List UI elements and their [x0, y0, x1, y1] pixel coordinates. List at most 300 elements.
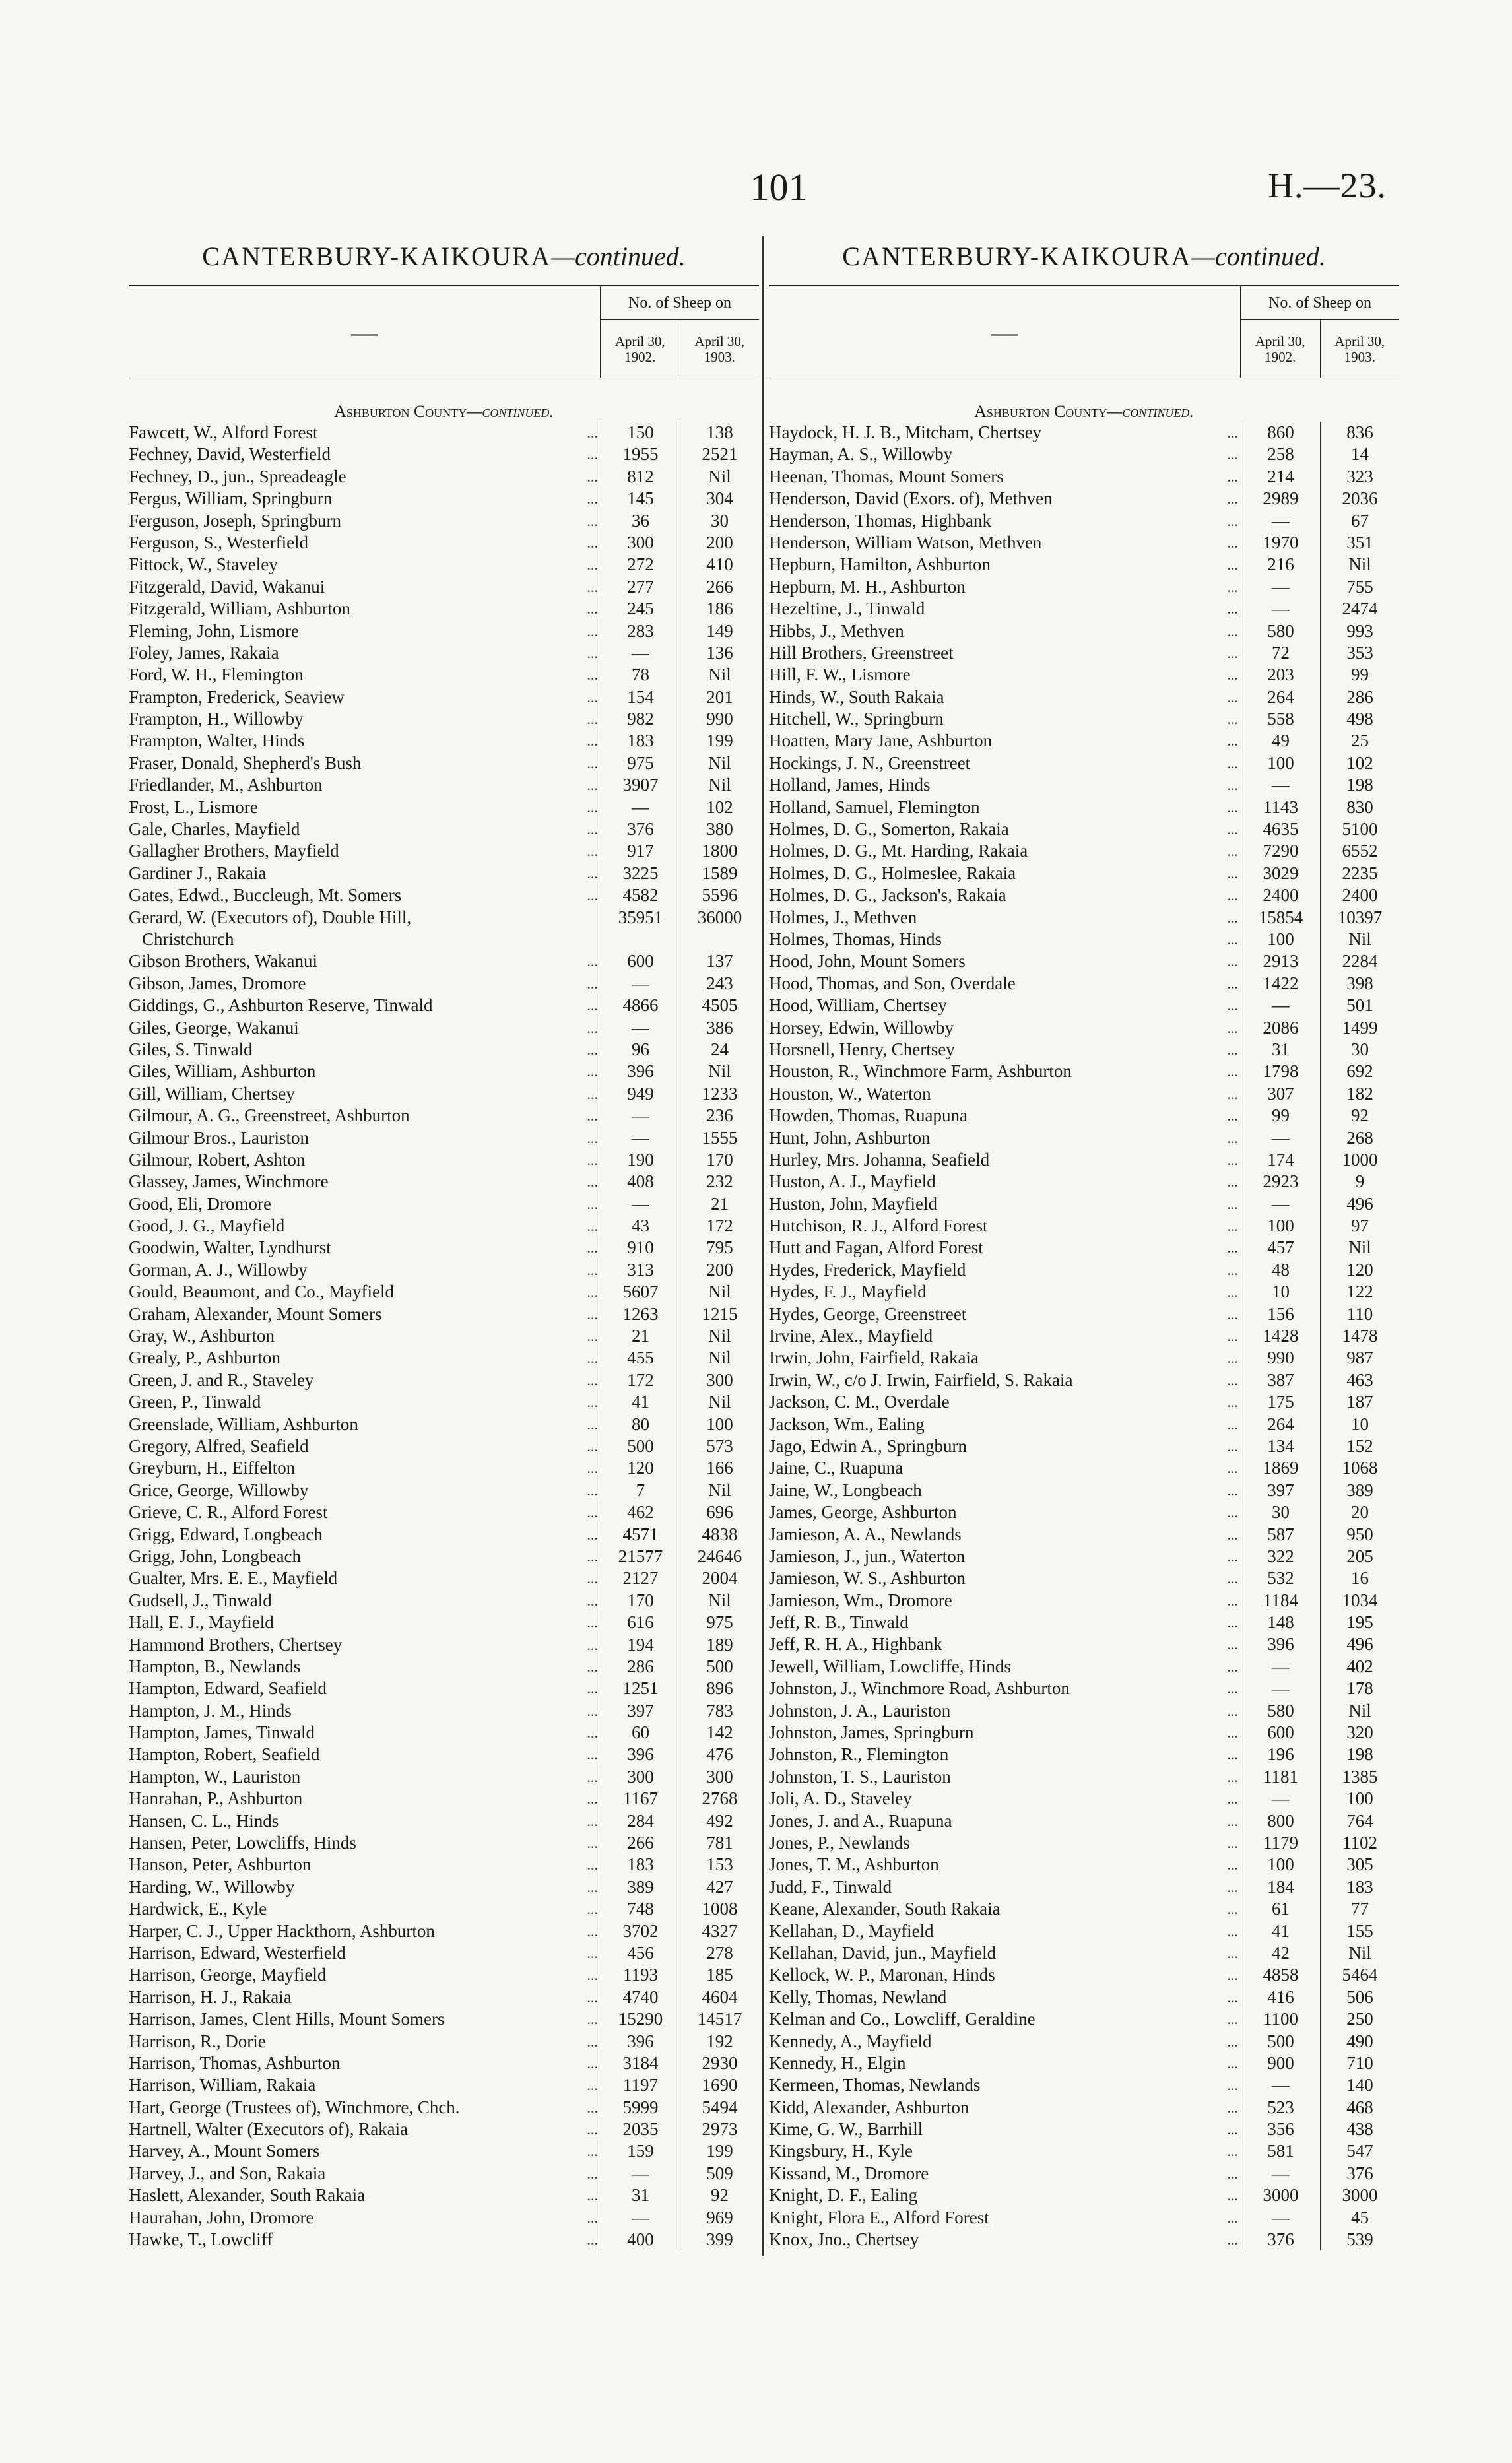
table-row — [129, 1987, 759, 2008]
owner-name — [769, 1237, 1241, 1259]
table-row — [769, 1215, 1399, 1237]
owner-name-text: Kermeen, Thomas, Newlands — [769, 2075, 981, 2095]
sheep-1903-value: 5494 — [680, 2097, 759, 2118]
sheep-1902-value: 1422 — [1241, 973, 1320, 995]
sheep-count-group-label: No. of Sheep on — [601, 286, 759, 320]
sheep-1902-value: 2086 — [1241, 1017, 1320, 1039]
leader-dots: ... — [1227, 1592, 1238, 1609]
owner-name-text: Hansen, Peter, Lowcliffs, Hinds — [129, 1833, 356, 1853]
table-row — [769, 1127, 1399, 1149]
owner-name — [769, 2207, 1241, 2229]
leader-dots: ... — [1227, 1702, 1238, 1719]
table-row — [769, 1325, 1399, 1347]
table-row — [769, 1854, 1399, 1876]
table-row — [129, 797, 759, 818]
owner-name-text: Kingsbury, H., Kyle — [769, 2141, 913, 2161]
leader-dots: ... — [1227, 1746, 1238, 1763]
owner-name-text: Johnston, J., Winchmore Road, Ashburton — [769, 1678, 1070, 1699]
table-row — [129, 1303, 759, 1325]
owner-name-text: Harrison, James, Clent Hills, Mount Somers — [129, 2009, 445, 2029]
sheep-1903-value: 102 — [680, 797, 759, 818]
sheep-1902-value: 389 — [601, 1876, 680, 1898]
owner-name — [129, 1987, 601, 2008]
leader-dots: ... — [1227, 2231, 1238, 2249]
sheep-1902-value: 1143 — [1241, 797, 1320, 818]
owner-name-text: Fergus, William, Springburn — [129, 488, 333, 509]
column-title — [129, 236, 759, 277]
sheep-1902-value: — — [601, 1127, 680, 1149]
owner-name-text: Henderson, William Watson, Methven — [769, 532, 1042, 552]
leader-dots: ... — [1227, 711, 1238, 728]
owner-name — [769, 1281, 1241, 1303]
owner-name — [769, 1921, 1241, 1942]
sheep-1903-value: 200 — [680, 532, 759, 554]
sheep-1902-value: — — [1241, 598, 1320, 620]
owner-name — [129, 2097, 601, 2118]
leader-dots: ... — [1227, 688, 1238, 706]
leader-dots: ... — [587, 1239, 598, 1257]
table-row — [769, 884, 1399, 906]
owner-name-text: Gray, W., Ashburton — [129, 1326, 275, 1346]
leader-dots: ... — [587, 865, 598, 882]
owner-name — [769, 1457, 1241, 1479]
year-1902-header: April 30, 1902. — [614, 333, 665, 365]
owner-name — [129, 884, 601, 906]
sheep-1903-value: 323 — [1320, 466, 1399, 488]
leader-dots: ... — [587, 667, 598, 684]
sheep-1902-value: — — [1241, 1127, 1320, 1149]
leader-dots: ... — [587, 953, 598, 970]
owner-name-text: Giles, S. Tinwald — [129, 1039, 253, 1059]
sheep-1903-value: 1690 — [680, 2074, 759, 2096]
leader-dots: ... — [587, 733, 598, 750]
owner-name — [769, 752, 1241, 774]
sheep-1903-value: 402 — [1320, 1656, 1399, 1678]
owner-name-text: Kime, G. W., Barrhill — [769, 2119, 923, 2140]
sheep-1903-value: 92 — [680, 2184, 759, 2206]
table-row — [129, 1414, 759, 1435]
leader-dots: ... — [587, 1724, 598, 1742]
table-row — [769, 1149, 1399, 1171]
owner-name — [129, 1612, 601, 1633]
leader-dots: ... — [1227, 490, 1238, 508]
sheep-1903-value: Nil — [1320, 929, 1399, 950]
table-row — [129, 443, 759, 465]
owner-name-text: Hockings, J. N., Greenstreet — [769, 752, 971, 773]
sheep-1902-value: — — [1241, 1678, 1320, 1699]
leader-dots: ... — [587, 754, 598, 772]
table-row — [769, 2074, 1399, 2096]
sheep-1902-value: 397 — [1241, 1480, 1320, 1501]
page-number: 101 — [750, 166, 808, 209]
owner-name-text: Gould, Beaumont, and Co., Mayfield — [129, 1282, 394, 1302]
owner-name — [769, 2163, 1241, 2184]
sheep-1903-value: 67 — [1320, 510, 1399, 532]
sheep-1902-value: 7290 — [1241, 840, 1320, 862]
sheep-1902-value: 1193 — [601, 1964, 680, 1986]
owner-name-text: Green, P., Tinwald — [129, 1392, 261, 1412]
leader-dots: ... — [587, 622, 598, 640]
leader-dots: ... — [1227, 843, 1238, 860]
owner-name-text: Hurley, Mrs. Johanna, Seafield — [769, 1149, 990, 1169]
leader-dots: ... — [1227, 1768, 1238, 1785]
owner-name-text: Huston, A. J., Mayfield — [769, 1171, 936, 1192]
leader-dots: ... — [587, 1856, 598, 1874]
owner-name-text: Graham, Alexander, Mount Somers — [129, 1303, 382, 1324]
sheep-1903-value: 300 — [680, 1369, 759, 1391]
sheep-1903-value: 170 — [680, 1149, 759, 1171]
sheep-1902-value: 43 — [601, 1215, 680, 1237]
table-row — [769, 863, 1399, 884]
owner-name-text: Frampton, Frederick, Seaview — [129, 686, 345, 707]
sheep-1903-value: Nil — [680, 466, 759, 488]
page-code: H.—23. — [1268, 166, 1387, 205]
section-heading — [129, 393, 759, 422]
table-row — [129, 1567, 759, 1589]
leader-dots: ... — [1227, 1944, 1238, 1961]
sheep-1902-value: 100 — [1241, 752, 1320, 774]
owner-name — [129, 1744, 601, 1765]
table-row — [129, 466, 759, 488]
sheep-1903-value: 410 — [680, 554, 759, 575]
leader-dots: ... — [587, 512, 598, 529]
sheep-1902-value: 1869 — [1241, 1457, 1320, 1479]
sheep-1903-value: 110 — [1320, 1303, 1399, 1325]
owner-name-text: Kellahan, D., Mayfield — [769, 1921, 934, 1941]
owner-name — [129, 1634, 601, 1656]
sheep-1903-value: 149 — [680, 620, 759, 642]
sheep-1903-value: Nil — [680, 774, 759, 796]
sheep-1902-value: 1167 — [601, 1788, 680, 1810]
leader-dots: ... — [587, 1151, 598, 1168]
sheep-1902-value: — — [601, 797, 680, 818]
sheep-1903-value: 122 — [1320, 1281, 1399, 1303]
sheep-1903-value: 4838 — [680, 1524, 759, 1546]
owner-name — [129, 1964, 601, 1986]
table-row — [769, 1876, 1399, 1898]
sheep-1902-value: 982 — [601, 708, 680, 730]
year-1903-header: April 30, 1903. — [680, 320, 760, 378]
owner-name — [129, 1435, 601, 1457]
table-row — [129, 1810, 759, 1832]
owner-name — [769, 1083, 1241, 1105]
column-divider — [762, 236, 764, 2256]
table-row — [129, 730, 759, 752]
sheep-1902-value: 154 — [601, 686, 680, 708]
owner-name — [769, 907, 1241, 929]
sheep-count-header — [1240, 286, 1399, 378]
leader-dots: ... — [1227, 887, 1238, 904]
leader-dots: ... — [587, 1261, 598, 1278]
owner-name-text: Gilmour, Robert, Ashton — [129, 1149, 306, 1169]
owner-name-text: Houston, W., Waterton — [769, 1083, 931, 1103]
leader-dots: ... — [587, 1085, 598, 1102]
table-row — [769, 598, 1399, 620]
sheep-1903-value: Nil — [1320, 1237, 1399, 1259]
table-row — [769, 774, 1399, 796]
sheep-1903-value: 506 — [1320, 1987, 1399, 2008]
owner-name — [129, 1810, 601, 1832]
owner-name-text: Hoatten, Mary Jane, Ashburton — [769, 731, 993, 751]
leader-dots: ... — [587, 601, 598, 618]
sheep-count-header — [600, 286, 759, 378]
owner-name-text: Irwin, John, Fairfield, Rakaia — [769, 1348, 979, 1368]
owner-name-text: Jeff, R. H. A., Highbank — [769, 1634, 942, 1655]
table-row — [769, 620, 1399, 642]
sheep-1902-value: 277 — [601, 576, 680, 598]
sheep-1903-value: Nil — [1320, 1942, 1399, 1964]
sheep-1902-value: 800 — [1241, 1810, 1320, 1832]
sheep-1903-value: 755 — [1320, 576, 1399, 598]
owner-name — [769, 1546, 1241, 1567]
owner-name — [129, 2031, 601, 2052]
table-row — [769, 1898, 1399, 1920]
table-row — [129, 2140, 759, 2162]
leader-dots: ... — [1227, 953, 1238, 970]
leader-dots: ... — [587, 1878, 598, 1895]
sheep-1902-value: 532 — [1241, 1567, 1320, 1589]
leader-dots: ... — [587, 2099, 598, 2116]
sheep-1902-value: 21 — [601, 1325, 680, 1347]
sheep-1902-value: 387 — [1241, 1369, 1320, 1391]
owner-name-text: Houston, R., Winchmore Farm, Ashburton — [769, 1061, 1072, 1082]
owner-name-text: Jamieson, J., jun., Waterton — [769, 1546, 966, 1566]
leader-dots: ... — [587, 1944, 598, 1961]
leader-dots: ... — [1227, 601, 1238, 618]
leader-dots: ... — [587, 1284, 598, 1301]
table-row — [129, 1744, 759, 1765]
leader-dots: ... — [1227, 1724, 1238, 1742]
owner-name-text: James, George, Ashburton — [769, 1502, 957, 1523]
owner-name — [129, 1678, 601, 1699]
sheep-1903-value: 696 — [680, 1501, 759, 1523]
sheep-1902-value: 1100 — [1241, 2008, 1320, 2030]
sheep-1902-value: 1179 — [1241, 1832, 1320, 1854]
leader-dots: ... — [587, 1460, 598, 1477]
owner-name-text: Holmes, Thomas, Hinds — [769, 929, 942, 949]
sheep-1903-value: 1478 — [1320, 1325, 1399, 1347]
owner-name-text: Harrison, H. J., Rakaia — [129, 1987, 292, 2007]
sheep-1902-value: 457 — [1241, 1237, 1320, 1259]
sheep-1903-value: 896 — [680, 1678, 759, 1699]
owner-name-text: Fitzgerald, David, Wakanui — [129, 576, 325, 597]
table-row — [129, 1457, 759, 1479]
owner-name-text: Hampton, B., Newlands — [129, 1656, 301, 1676]
leader-dots: ... — [587, 2165, 598, 2182]
sheep-1903-value: 5596 — [680, 884, 759, 906]
table-row — [769, 1964, 1399, 1986]
sheep-1903-value: 140 — [1320, 2074, 1399, 2096]
owner-name — [129, 1105, 601, 1127]
table-row — [129, 1854, 759, 1876]
table-row — [129, 1898, 759, 1920]
sheep-1903-value: 155 — [1320, 1921, 1399, 1942]
owner-name-text: Kellock, W. P., Maronan, Hinds — [769, 1965, 995, 1985]
table-row — [129, 884, 759, 906]
sheep-1903-value: 14 — [1320, 443, 1399, 465]
table-row — [769, 1237, 1399, 1259]
sheep-1902-value: 264 — [1241, 686, 1320, 708]
sheep-1903-value: 189 — [680, 1634, 759, 1656]
owner-name — [129, 1942, 601, 1964]
owner-name-text: Huston, John, Mayfield — [769, 1193, 937, 1214]
owner-name — [129, 554, 601, 575]
owner-name-text: Harrison, Edward, Westerfield — [129, 1942, 346, 1963]
table-row — [129, 1039, 759, 1061]
owner-name-text: Hepburn, Hamilton, Ashburton — [769, 554, 991, 575]
owner-name — [129, 1391, 601, 1413]
sheep-1902-value: 1428 — [1241, 1325, 1320, 1347]
sheep-1902-value: 10 — [1241, 1281, 1320, 1303]
sheep-count-group-label: No. of Sheep on — [1241, 286, 1399, 320]
sheep-1902-value: 376 — [601, 818, 680, 840]
leader-dots: ... — [587, 1548, 598, 1565]
owner-name-text: Gudsell, J., Tinwald — [129, 1590, 272, 1610]
owner-name — [769, 1480, 1241, 1501]
leader-dots: ... — [1227, 1460, 1238, 1477]
sheep-1902-value: 80 — [601, 1414, 680, 1435]
sheep-1902-value: 3225 — [601, 863, 680, 884]
sheep-1902-value: 523 — [1241, 2097, 1320, 2118]
sheep-1903-value: 427 — [680, 1876, 759, 1898]
table-row — [129, 1237, 759, 1259]
table-row — [769, 1590, 1399, 1612]
owner-name — [129, 995, 601, 1016]
leader-dots: ... — [587, 1394, 598, 1411]
table-row — [129, 2207, 759, 2229]
sheep-1902-value: 48 — [1241, 1259, 1320, 1281]
sheep-1902-value: 100 — [1241, 929, 1320, 950]
leader-dots: ... — [1227, 1239, 1238, 1257]
owner-name-text: Kelman and Co., Lowcliff, Geraldine — [769, 2009, 1035, 2029]
owner-name-text: Hood, Thomas, and Son, Overdale — [769, 973, 1016, 993]
sheep-1903-value: 399 — [680, 2229, 759, 2250]
table-row — [129, 1061, 759, 1082]
owner-name — [129, 1215, 601, 1237]
sheep-1903-value: 4604 — [680, 1987, 759, 2008]
owner-name-text: Ferguson, S., Westerfield — [129, 532, 309, 552]
sheep-1902-value: 264 — [1241, 1414, 1320, 1435]
leader-dots: ... — [1227, 1658, 1238, 1675]
leader-dots: ... — [587, 1305, 598, 1323]
owner-name-text: Fawcett, W., Alford Forest — [129, 422, 318, 442]
owner-name-text: Hardwick, E., Kyle — [129, 1899, 267, 1919]
owner-name — [769, 1193, 1241, 1215]
table-row — [769, 1810, 1399, 1832]
sheep-1902-value: 41 — [601, 1391, 680, 1413]
owner-name-text: Hampton, W., Lauriston — [129, 1766, 301, 1787]
owner-name-text: Hanson, Peter, Ashburton — [129, 1855, 312, 1875]
table-row — [769, 1744, 1399, 1765]
owner-name — [129, 1546, 601, 1567]
owner-name-text: Harrison, Thomas, Ashburton — [129, 2052, 341, 2073]
leader-dots: ... — [1227, 1085, 1238, 1102]
owner-name — [769, 774, 1241, 796]
sheep-1902-value: 174 — [1241, 1149, 1320, 1171]
owner-name — [769, 488, 1241, 509]
sheep-1902-value: 42 — [1241, 1942, 1320, 1964]
owner-name — [769, 443, 1241, 465]
sheep-1902-value: 3184 — [601, 2052, 680, 2074]
owner-name — [769, 422, 1241, 443]
sheep-1902-value: 356 — [1241, 2118, 1320, 2140]
owner-name-text: Harding, W., Willowby — [129, 1876, 295, 1897]
leader-dots: ... — [1227, 1812, 1238, 1829]
sheep-1903-value: 1102 — [1320, 1832, 1399, 1854]
table-row — [769, 708, 1399, 730]
sheep-1903-value: 492 — [680, 1810, 759, 1832]
sheep-1902-value: 462 — [601, 1501, 680, 1523]
leader-dots: ... — [1227, 1305, 1238, 1323]
sheep-1903-value: 710 — [1320, 2052, 1399, 2074]
sheep-1903-value: 45 — [1320, 2207, 1399, 2229]
sheep-owner-list — [129, 422, 759, 2250]
sheep-1903-value: 1215 — [680, 1303, 759, 1325]
table-row — [129, 907, 759, 951]
sheep-1902-value: 408 — [601, 1171, 680, 1193]
sheep-1902-value: — — [601, 642, 680, 664]
owner-name-text: Good, J. G., Mayfield — [129, 1216, 285, 1236]
table-row — [769, 642, 1399, 664]
sheep-1902-value: 31 — [601, 2184, 680, 2206]
owner-name — [129, 1480, 601, 1501]
table-row — [129, 863, 759, 884]
sheep-1903-value: 1068 — [1320, 1457, 1399, 1479]
table-row — [129, 1325, 759, 1347]
table-row — [769, 1942, 1399, 1964]
leader-dots: ... — [1227, 1614, 1238, 1631]
owner-name-text: Greenslade, William, Ashburton — [129, 1414, 358, 1434]
leader-dots: ... — [1227, 667, 1238, 684]
table-row — [769, 2140, 1399, 2162]
leader-dots: ... — [587, 711, 598, 728]
sheep-1902-value: 616 — [601, 1612, 680, 1633]
owner-name — [769, 840, 1241, 862]
table-row — [769, 576, 1399, 598]
table-row — [769, 1347, 1399, 1369]
table-row — [129, 510, 759, 532]
table-row — [769, 1633, 1399, 1655]
owner-name — [769, 1501, 1241, 1523]
leader-dots: ... — [1227, 534, 1238, 551]
table-row — [129, 2008, 759, 2030]
sheep-1902-value: 266 — [601, 1832, 680, 1854]
owner-name-text: Kelly, Thomas, Newland — [769, 1987, 947, 2007]
leader-dots: ... — [587, 424, 598, 441]
leader-dots: ... — [587, 2209, 598, 2226]
owner-name-text: Jewell, William, Lowcliffe, Hinds — [769, 1656, 1011, 1676]
owner-name — [129, 2052, 601, 2074]
sheep-1902-value: 949 — [601, 1083, 680, 1105]
owner-name — [129, 1854, 601, 1876]
table-row — [129, 1347, 759, 1369]
table-row — [769, 443, 1399, 465]
sheep-1902-value: 214 — [1241, 466, 1320, 488]
sheep-1902-value: 558 — [1241, 708, 1320, 730]
sheep-1903-value: 987 — [1320, 1347, 1399, 1369]
leader-dots: ... — [1227, 1790, 1238, 1808]
leader-dots: ... — [1227, 1218, 1238, 1235]
sheep-1902-value: 990 — [1241, 1347, 1320, 1369]
owner-name — [129, 907, 601, 951]
owner-name-text: Howden, Thomas, Ruapuna — [769, 1105, 968, 1126]
sheep-1902-value: — — [1241, 2207, 1320, 2229]
table-row — [769, 1832, 1399, 1854]
leader-dots: ... — [587, 1746, 598, 1763]
owner-name — [129, 1656, 601, 1678]
table-row — [769, 973, 1399, 995]
sheep-1902-value: 78 — [601, 664, 680, 686]
